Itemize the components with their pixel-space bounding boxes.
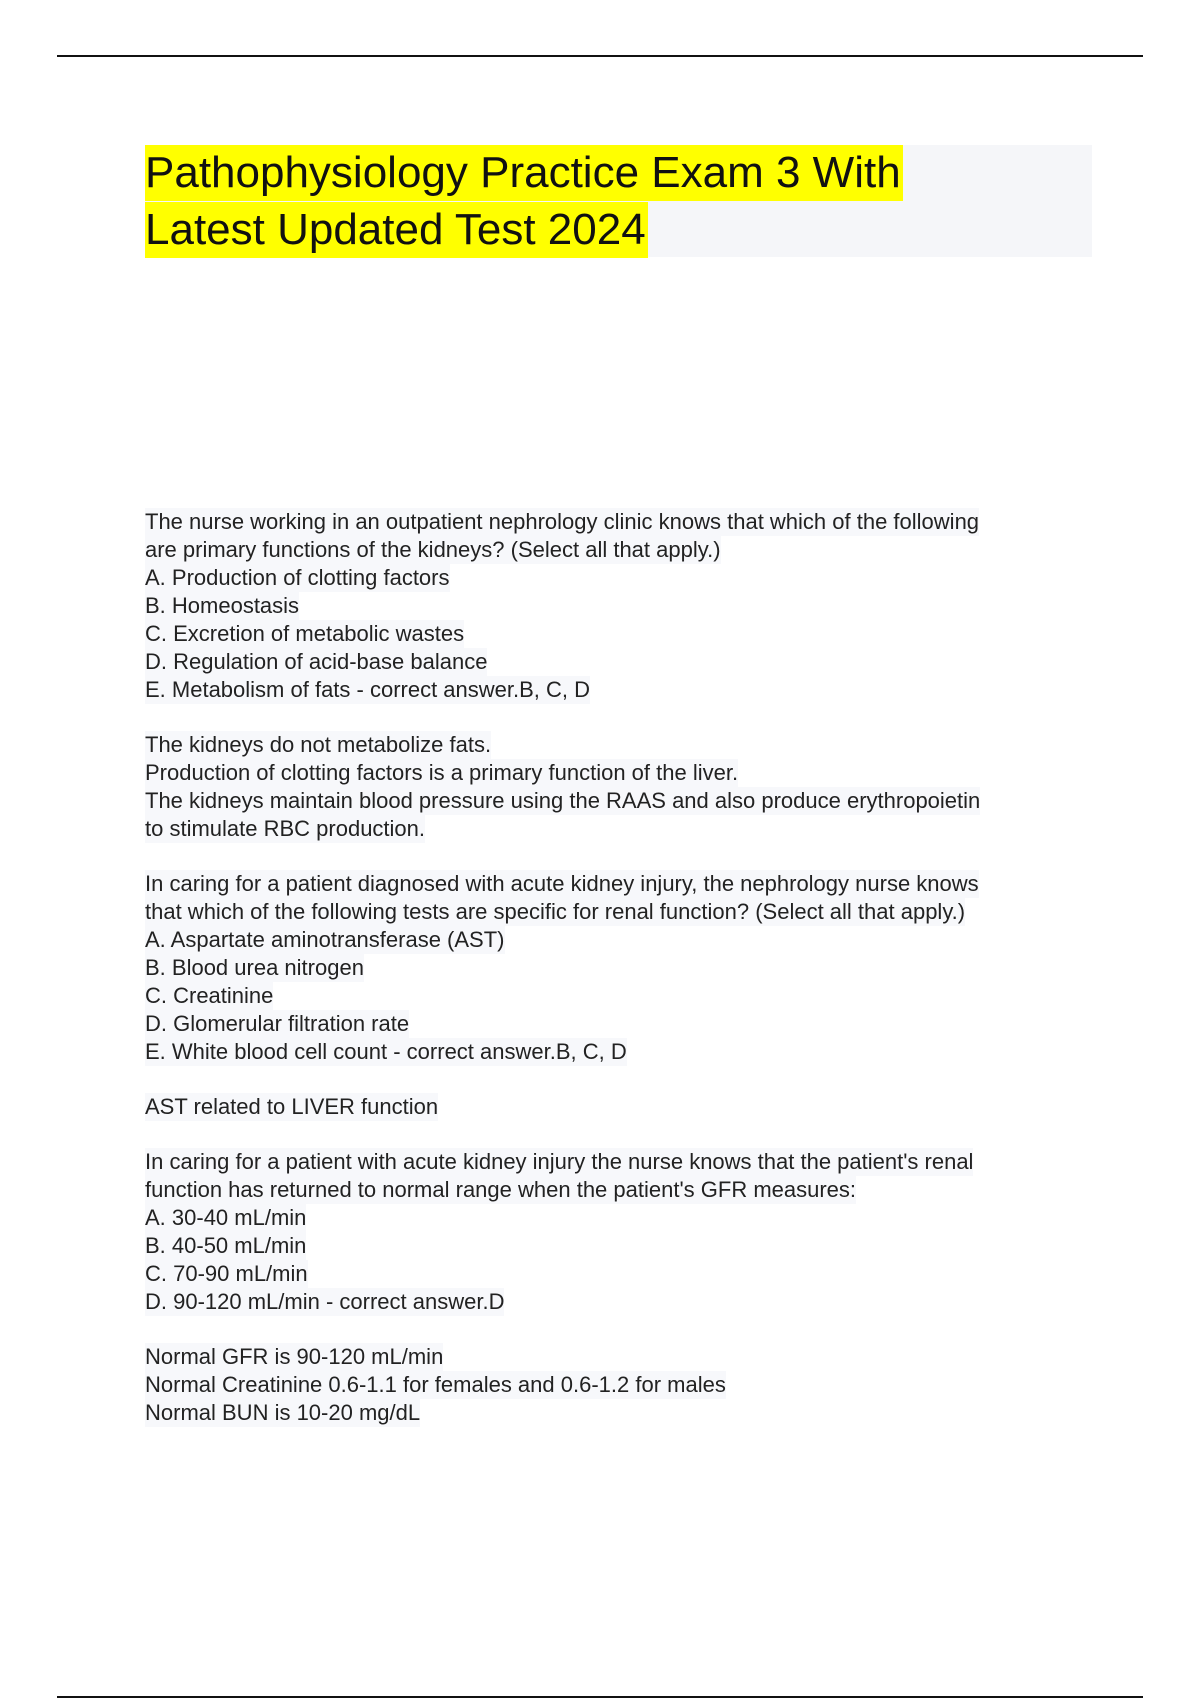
text-line: B. Homeostasis (145, 593, 300, 618)
text-line: In caring for a patient with acute kidney injury the nurse knows that the patient's renal (145, 1149, 974, 1174)
text-row (145, 676, 1065, 704)
text-line: B. 40-50 mL/min (145, 1233, 307, 1258)
text-row (145, 1399, 1065, 1427)
text-row (145, 787, 1065, 815)
text-row (145, 1176, 1065, 1204)
text-row (145, 620, 1065, 648)
text-line: that which of the following tests are specific for renal function? (Select all that apply.) (145, 899, 966, 924)
text-row (145, 1093, 1065, 1121)
text-row (145, 1038, 1065, 1066)
text-row (145, 731, 1065, 759)
text-row (145, 564, 1065, 592)
text-line: E. White blood cell count - correct answer.B, C, D (145, 1039, 627, 1064)
text-line: A. 30-40 mL/min (145, 1205, 307, 1230)
document-title (145, 145, 1092, 257)
text-line: The kidneys maintain blood pressure using the RAAS and also produce erythropoietin (145, 788, 981, 813)
text-row (145, 508, 1065, 536)
text-line: The kidneys do not metabolize fats. (145, 732, 492, 757)
text-line: Normal Creatinine 0.6-1.1 for females and 0.6-1.2 for males (145, 1372, 726, 1397)
text-line: C. Creatinine (145, 983, 274, 1008)
text-row (145, 898, 1065, 926)
text-line: B. Blood urea nitrogen (145, 955, 364, 980)
text-line: C. Excretion of metabolic wastes (145, 621, 465, 646)
text-line: to stimulate RBC production. (145, 816, 426, 841)
text-line: AST related to LIVER function (145, 1094, 439, 1119)
text-line: Production of clotting factors is a primary function of the liver. (145, 760, 739, 785)
text-row (145, 1288, 1065, 1316)
paragraph-gap (145, 1316, 1065, 1343)
paragraph-gap (145, 843, 1065, 870)
text-row (145, 759, 1065, 787)
text-row (145, 1232, 1065, 1260)
paragraph-gap (145, 704, 1065, 731)
text-line: E. Metabolism of fats - correct answer.B, C, D (145, 677, 591, 702)
text-row (145, 1260, 1065, 1288)
paragraph-gap (145, 1121, 1065, 1148)
text-line: D. Regulation of acid-base balance (145, 649, 488, 674)
text-row (145, 982, 1065, 1010)
title-line-2: Latest Updated Test 2024 (145, 202, 648, 258)
text-row (145, 1148, 1065, 1176)
text-line: Normal GFR is 90-120 mL/min (145, 1344, 444, 1369)
text-row (145, 1204, 1065, 1232)
text-line: are primary functions of the kidneys? (Select all that apply.) (145, 537, 721, 562)
text-line: A. Production of clotting factors (145, 565, 450, 590)
text-row (145, 954, 1065, 982)
text-row (145, 1010, 1065, 1038)
title-line-1: Pathophysiology Practice Exam 3 With (145, 145, 903, 201)
text-line: function has returned to normal range when the patient's GFR measures: (145, 1177, 857, 1202)
paragraph-gap (145, 1066, 1065, 1093)
text-line: D. Glomerular filtration rate (145, 1011, 410, 1036)
text-line: Normal BUN is 10-20 mg/dL (145, 1400, 421, 1425)
text-row (145, 648, 1065, 676)
text-line: The nurse working in an outpatient nephrology clinic knows that which of the following (145, 509, 980, 534)
text-row (145, 536, 1065, 564)
text-row (145, 926, 1065, 954)
text-row (145, 815, 1065, 843)
text-row (145, 592, 1065, 620)
text-line: C. 70-90 mL/min (145, 1261, 308, 1286)
top-rule (57, 55, 1143, 57)
text-line: A. Aspartate aminotransferase (AST) (145, 927, 505, 952)
document-body (145, 508, 1065, 1427)
text-line: D. 90-120 mL/min - correct answer.D (145, 1289, 505, 1314)
text-row (145, 870, 1065, 898)
text-row (145, 1371, 1065, 1399)
bottom-rule (57, 1696, 1143, 1698)
text-row (145, 1343, 1065, 1371)
text-line: In caring for a patient diagnosed with acute kidney injury, the nephrology nurse knows (145, 871, 979, 896)
